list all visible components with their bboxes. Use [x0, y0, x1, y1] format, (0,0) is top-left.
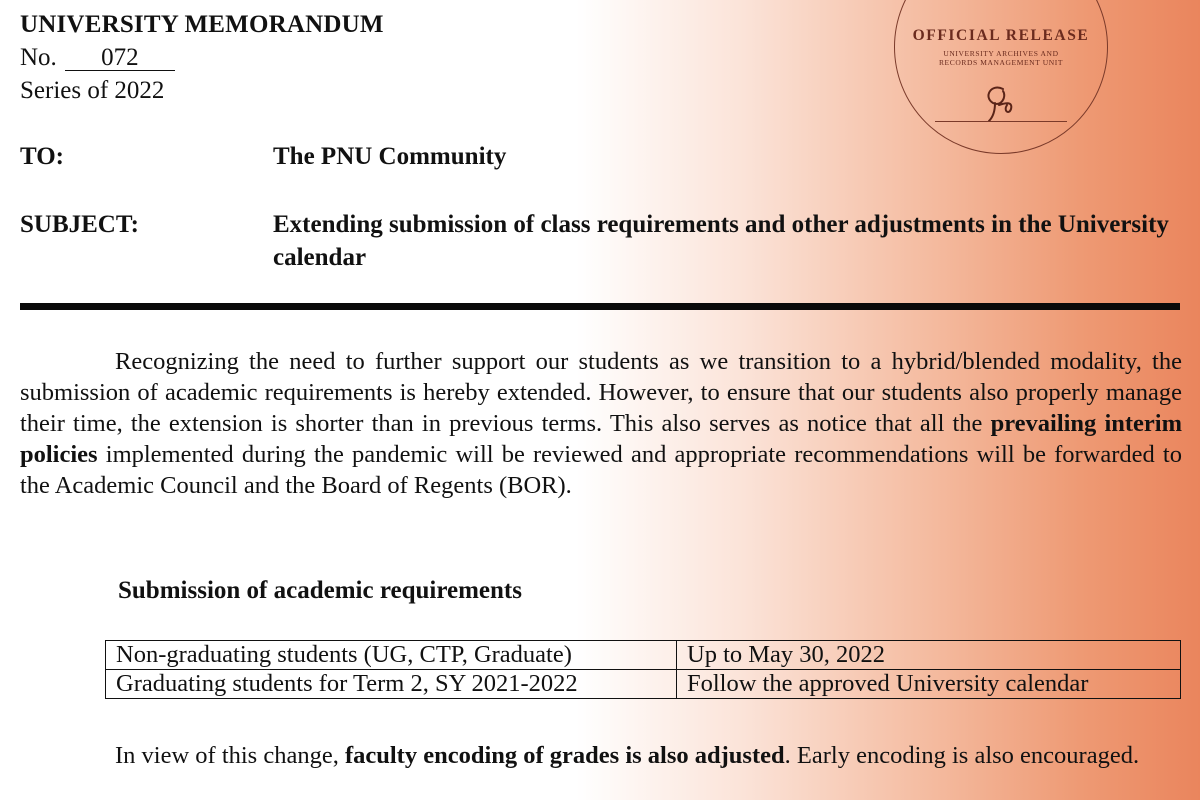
intro-paragraph	[20, 346, 1182, 501]
signature-icon	[973, 81, 1033, 125]
header-divider	[20, 303, 1180, 310]
subject-value: Extending submission of class requirements and other adjustments in the University calendar	[273, 211, 1169, 271]
grades-paragraph	[20, 740, 1182, 771]
grades-paragraph-text-1: In view of this change,	[115, 742, 345, 769]
stamp-unit-line2: RECORDS MANAGEMENT UNIT	[938, 58, 1064, 67]
official-release-stamp	[894, 0, 1108, 154]
table-cell-group: Non-graduating students (UG, CTP, Graduate)	[106, 641, 677, 670]
stamp-unit-line1: UNIVERSITY ARCHIVES AND	[943, 49, 1059, 58]
to-label: TO:	[20, 143, 64, 170]
memo-series: Series of 2022	[20, 77, 165, 104]
table-row	[106, 641, 1181, 670]
table-cell-group: Graduating students for Term 2, SY 2021-2022	[106, 670, 677, 699]
grades-paragraph-bold: faculty encoding of grades is also adjusted	[344, 742, 785, 769]
table-row	[106, 670, 1181, 699]
stamp-signature-line	[935, 121, 1067, 122]
table-cell-deadline: Up to May 30, 2022	[677, 641, 1181, 670]
intro-paragraph-bold: prevailing interim policies	[20, 410, 1182, 468]
table-cell-deadline: Follow the approved University calendar	[677, 670, 1181, 699]
grades-paragraph-text-2: . Early encoding is also encouraged.	[784, 742, 1140, 769]
memo-number	[20, 41, 384, 74]
intro-paragraph-text-1: Recognizing the need to further support our students as we transition to a hybrid/blended modality, the submission of academic requirements is hereby extended. However, to ensure that our students also properly manage their time, the extension is shorter than in previous terms. This also serves as notice that all the	[20, 348, 1182, 437]
stamp-unit	[925, 49, 1077, 67]
subject-label: SUBJECT:	[20, 211, 140, 238]
memo-title: UNIVERSITY MEMORANDUM	[20, 11, 384, 38]
requirements-table	[105, 640, 1181, 699]
to-value: The PNU Community	[273, 143, 507, 170]
memo-number-label: No.	[20, 44, 57, 71]
section-heading: Submission of academic requirements	[118, 577, 522, 604]
intro-paragraph-text-2: implemented during the pandemic will be reviewed and appropriate recommendations will be forwarded to the Academic Council and the Board of Regents (BOR).	[20, 441, 1182, 499]
memo-header	[20, 8, 384, 107]
memo-number-value: 072	[65, 46, 175, 71]
stamp-official-release: OFFICIAL RELEASE	[912, 27, 1090, 44]
